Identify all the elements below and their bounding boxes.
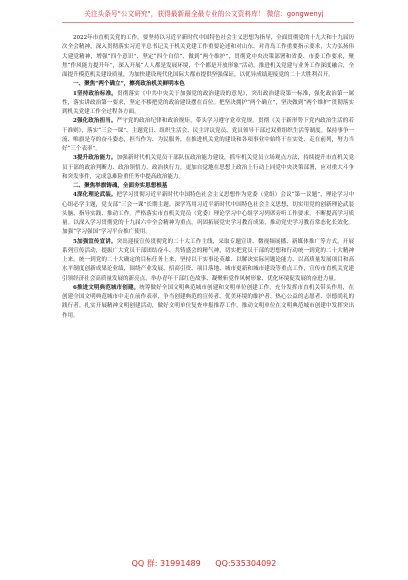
footer-qq-group: QQ 群: 31991489 [131, 559, 201, 568]
item-text: 贯彻落实《中共中央关于加强党的政治建设的意见》，突出政治建设第一标准，强化政治第一属性，落实讲政治第一要求，坚定不移把党的政治建设摆在首位。把坚决拥护“两个确立”，坚决做到“两个维护”贯彻落实到机关党建工作全过程各方面。 [62, 90, 354, 115]
footer-qq: QQ:535304092 [215, 559, 277, 568]
header-rule [62, 22, 354, 23]
list-item [62, 117, 354, 154]
item-text: 把学习贯彻习近平新时代中国特色社会主义思想作为党委（党组）会议“第一议题”，理论学习中心组必学主题，党支部“三会一课”长期主题。深学笃用习近平新时代中国特色社会主义思想，切实用党的创新理论武装头脑、指导实践、推动工作。严格落实市直机关党员（党委）理论学习中心组学习列席旁听工作要求，不断提高学习质量。以深入学习贯彻党的十九届六中全会精神为重点，巩固拓展党史学习教育成果，推动党史学习教育常态化长效化。加强“学习强国”学习平台推广使用。 [62, 192, 355, 236]
item-lead: 2强化政治担当。 [73, 118, 117, 125]
footer-contact [0, 558, 408, 569]
header-banner: 关注头条号"公文研究"，获得最新最全最专业的公文资料库！ 微信：gongwenyj [84, 10, 324, 18]
section-heading-2: 二、聚焦举旗铸魂，全面夯实思想根基 [73, 183, 168, 189]
item-lead: 4深化理论武装。 [73, 192, 117, 199]
item-lead: 5加强宣传宣讲。 [73, 238, 117, 245]
document-body [62, 34, 354, 321]
list-item [62, 238, 354, 284]
list-item [62, 191, 354, 237]
list-item [62, 154, 354, 182]
list-item [62, 90, 354, 118]
item-text: 严守党的政治纪律和政治规矩，带头学习遵守党章党规。贯彻《关于新形势下党内政治生活的若干准则》，落实“三会一课”、主题党日、组织生活会、民主评议党员、党员领导干部过双重组织生活等制度。保持事争一流、唯旗是夺的奋斗姿态，担当作为、为民服务，在推进机关党的建设和各项事业中始终干在实处、走在前列，努力当好“三个表率”。 [62, 118, 354, 152]
item-text: 突出迎接宣传贯彻党的二十大工作主线，采取专题宣讲、微视频展播、新媒体推广等方式，开展系列宣传活动，提振广大党员干部团结奋斗、共铸盛会的精气神，切实把党员干部的思想和行动统一到党的二十大精神上来。统一到党的二十大确定的目标任务上来，坚持以干实事论英雄、以解决实际问题论能力、以高质量发展项目和高水平制度创新成果论业绩，围绕产业发展、招商引资、项目落地、城市更新和城市建设等重点工作，宣传市直机关党建引领经济社会高质量发展的新亮点，举办青年干部红色故事、凝聚斩党作风树形象、优化环境促发展的奋进力量。 [62, 238, 354, 282]
item-text: 加强新时代机关党员干部队伍政治能力建设，抓牢机关党员立场观点方法，持续提升市直机关党员干部的政治判断力、政治领悟力、政治执行力，更加自觉地在思想上政治上行动上同党中央决策部署，应对重大斗争和突发事件，完成急难险重任务中提高政治能力。 [62, 155, 354, 180]
intro-paragraph: 2022年市直机关党的工作，要坚持以习近平新时代中国特色社会主义思想为指导，全面贯彻党的十九大和十九届历次全会精神，深入贯彻落实习近平总书记关于机关党建工作重要论述和对山东、对青岛工作重要指示要求，大力弘扬伟大建党精神，增强“四个意识”、坚定“四个自信”、做到“两个维护”，贯彻党中央决策部署和省委、市委工作要求，聚焦“作风能力提升年”，深入开展“人人都是发展环境，个个都是开放形象”活动，推进机关党建与业务工作深度融合，全面提升模范机关建设质量，为加快建设现代化国际大都市提供坚强保证，以优异成绩迎接党的二十大胜利召开。 [62, 35, 354, 78]
section-heading-1: 一、聚焦“两个确立”，擦亮政治机关鲜明本色 [73, 81, 185, 88]
item-text: 统筹做好全国文明典范城市创建和文明单位创建工作，充分发挥市直机关带头作用，在创建全国文明典范城市中走在前作表率，争当创建典范的宣传者、优美环境的维护者、热心公益的志愿者、崇德尚礼的践行者。扎实开展精神文明创建活动，做好文明单位复查申报推荐工作，推动文明单位在文明典范城市创建中发挥突出作用。 [62, 284, 355, 319]
item-lead: 1坚持政治标准。 [73, 90, 118, 97]
list-item [62, 284, 354, 321]
item-lead: 6推进文明典范城市创建。 [73, 284, 140, 291]
item-lead: 3提升政治能力。 [73, 155, 117, 162]
